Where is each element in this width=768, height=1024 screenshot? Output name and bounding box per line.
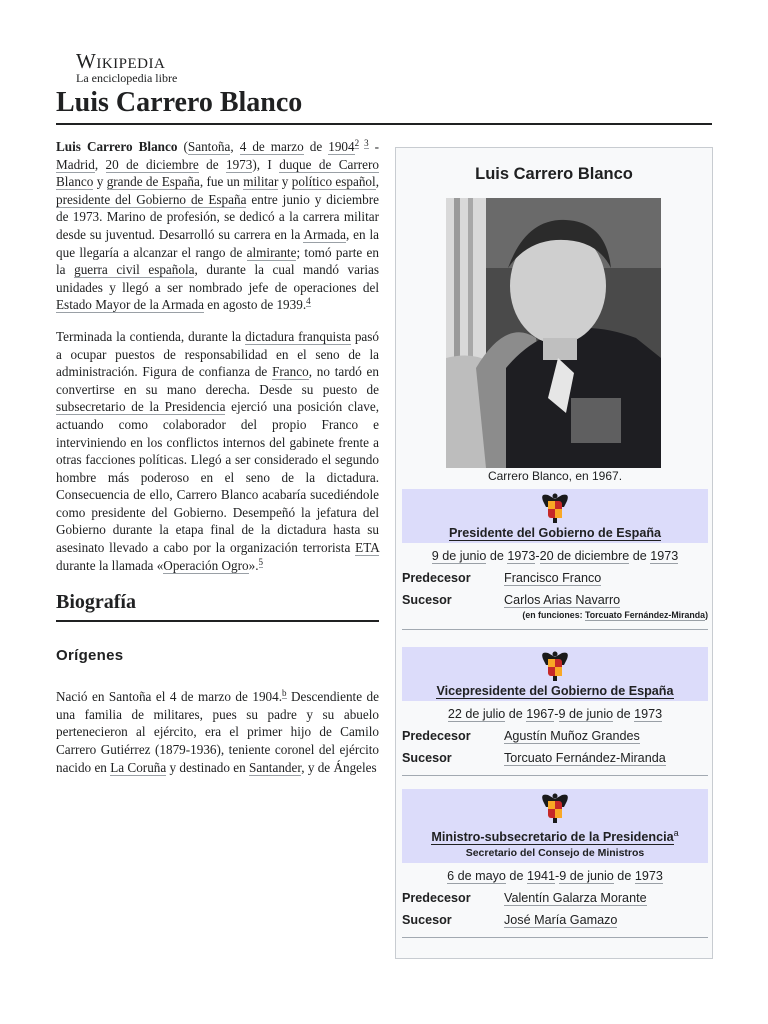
link-end-year[interactable]: 1973: [634, 869, 663, 884]
successor-note: [402, 609, 708, 621]
p2-text-5: durante la llamada «: [56, 557, 164, 573]
office-header: [402, 647, 708, 701]
ref-4[interactable]: 4: [306, 296, 311, 307]
successor-label: Sucesor: [402, 913, 452, 928]
note-prefix: (en funciones:: [522, 610, 583, 620]
office-dates: 22 de julio de 1967-9 de junio de 1973: [447, 707, 663, 721]
title-divider: [56, 123, 712, 125]
office-dates: 6 de mayo de 1941-9 de junio de 1973: [447, 869, 663, 884]
link-la-coruna[interactable]: La Coruña: [110, 759, 167, 775]
link-santander[interactable]: Santander: [249, 759, 302, 775]
successor-row: [402, 911, 708, 929]
link-start-day[interactable]: 6 de mayo: [447, 869, 506, 884]
link-estado-mayor[interactable]: Estado Mayor de la Armada: [56, 297, 204, 313]
section-divider: [402, 775, 708, 776]
link-death-date[interactable]: 20 de diciembre: [105, 156, 199, 172]
link-santona[interactable]: Santoña: [187, 139, 231, 154]
lead-text-4: , durante la cual mandó varias unidades y llegó a ser nombrado jefe de operaciones del: [56, 262, 379, 295]
link-grande[interactable]: grande de España: [106, 174, 200, 190]
office-vicepresident: [402, 647, 708, 776]
p3-text-3: y destinado en: [169, 759, 246, 775]
link-operacion-ogro[interactable]: Operación Ogro: [163, 557, 249, 573]
ref-3[interactable]: 3: [364, 138, 369, 148]
link-militar[interactable]: militar: [243, 174, 279, 190]
office-dates: 9 de junio de 1973-20 de diciembre de 1973: [431, 549, 679, 563]
section-heading-biografia: Biografía: [56, 590, 379, 622]
wikipedia-logo[interactable]: [76, 50, 177, 85]
link-start-day[interactable]: 9 de junio: [431, 549, 487, 563]
note-suffix: ): [705, 610, 708, 620]
predecessor-link[interactable]: Agustín Muñoz Grandes: [504, 729, 640, 743]
successor-link[interactable]: Torcuato Fernández-Miranda: [504, 751, 666, 765]
link-franco[interactable]: Franco: [272, 364, 309, 380]
office-minister: [402, 789, 708, 938]
link-end-year[interactable]: 1973: [634, 707, 663, 721]
link-end-year[interactable]: 1973: [650, 549, 679, 563]
link-birth-year[interactable]: 1904: [328, 139, 355, 154]
predecessor-label: Predecesor: [402, 729, 471, 743]
coat-of-arms-icon: [540, 791, 570, 825]
p3-text-2: Descendiente de una familia de militares, pues su padre y su abuelo pertenecieron al ejército, era el primer hijo de Camilo Carrero Gutiérrez (1879-1936), teniente coronel del ejército nacido en: [56, 689, 380, 775]
p3-text-1: Nació en Santoña el 4 de marzo de 1904.: [56, 689, 283, 705]
predecessor-label: Predecesor: [402, 891, 471, 906]
infobox-title: Luis Carrero Blanco: [475, 165, 633, 183]
lead-text-2: , en la que llegaría a alcanzar el rango de: [56, 226, 379, 260]
second-paragraph: [56, 328, 379, 574]
office-title[interactable]: Presidente del Gobierno de España: [448, 526, 662, 540]
link-start-year[interactable]: 1973: [507, 549, 536, 563]
coat-of-arms-icon: [540, 649, 570, 683]
section-divider: [402, 937, 708, 938]
origenes-paragraph: [56, 688, 379, 776]
office-president: [402, 489, 708, 630]
link-end-day[interactable]: 20 de diciembre: [539, 549, 630, 563]
predecessor-link[interactable]: Francisco Franco: [504, 571, 602, 585]
ref-5[interactable]: 5: [258, 556, 264, 567]
ref-2[interactable]: 2: [354, 138, 360, 148]
logo-subtitle: La enciclopedia libre: [76, 71, 178, 85]
predecessor-link[interactable]: Valentín Galarza Morante: [504, 891, 647, 906]
predecessor-row: [402, 727, 708, 745]
photo-caption: Carrero Blanco, en 1967.: [487, 469, 623, 483]
p2-text-2: pasó a ocupar puestos de responsabilidad en el seno de la administración. Figura de confianza de: [56, 328, 379, 380]
office-subtitle: Secretario del Consejo de Ministros: [465, 847, 645, 860]
successor-row: [402, 749, 708, 767]
link-dictadura[interactable]: dictadura franquista: [245, 328, 351, 344]
predecessor-row: [402, 889, 708, 907]
link-end-day[interactable]: 9 de junio: [559, 869, 614, 884]
section-divider: [402, 629, 708, 630]
office-header: [402, 489, 708, 543]
link-armada[interactable]: Armada: [303, 226, 346, 242]
lead-paragraph: Luis Carrero Blanco (Santoña, 4 de marzo de 1904$^{2 3}$ - Madrid, 20 de diciembre de 1973), I duque de Carrero Blanco y grande de España, fue un militar y político español, presidente del Gobierno de España entre junio y diciembre de 1973. Marino de profesión, se dedicó a la carrera militar desde su juventud. Desarrolló su carrera en la Armada, en la que llegaría a alcanzar el rango de almirante; tomó parte en la guerra civil española, durante la cual mandó varias unidades y llegó a ser nombrado jefe de operaciones del Estado Mayor de la Armada en agosto de 1939.$^4$: [56, 138, 380, 313]
lead-name: Luis Carrero Blanco: [56, 139, 178, 154]
article-body: [56, 138, 379, 790]
p2-text-4: ejerció una posición clave, actuando como colaborador del propio Franco e interviniendo en los conflictos internos del gabinete frente a otras facciones políticas. Llegó a ser considerado el segundo hombre más poderoso en el seno de la dictadura. Consecuencia de ello, Carrero Blanco acabaría sucediéndole como presidente del Gobierno. Desempeñó la jefatura del Gobierno durante la etapa final de la dictadura hasta su asesinato llevado a cabo por la organización terrorista: [56, 399, 380, 556]
link-end-day[interactable]: 9 de junio: [558, 707, 614, 721]
logo-title: Wikipedia: [76, 49, 166, 73]
link-madrid[interactable]: Madrid: [56, 156, 95, 172]
p3-text-4: , y de Ángeles: [301, 759, 377, 775]
note-link[interactable]: Torcuato Fernández-Miranda: [584, 610, 706, 620]
lead-text-3: ; tomó parte en la: [56, 244, 379, 278]
infobox: [395, 147, 713, 959]
p2-text-3: , no tardó en convertirse en su mano derecha. Desde su puesto de: [56, 364, 380, 397]
lead-text-5: en agosto de 1939.: [207, 297, 307, 313]
link-guerra-civil[interactable]: guerra civil española: [74, 262, 195, 278]
office-title[interactable]: Vicepresidente del Gobierno de España: [436, 684, 674, 698]
link-duque[interactable]: duque de Carrero Blanco: [56, 156, 379, 190]
successor-label: Sucesor: [402, 593, 452, 607]
link-death-year[interactable]: 1973: [225, 156, 253, 172]
p2-text-1: Terminada la contienda, durante la: [56, 328, 242, 344]
link-subsecretario[interactable]: subsecretario de la Presidencia: [56, 399, 226, 415]
portrait-photo[interactable]: [446, 198, 661, 468]
predecessor-label: Predecesor: [402, 571, 471, 585]
link-birth-date[interactable]: 4 de marzo: [239, 139, 304, 154]
link-start-year[interactable]: 1941: [526, 869, 555, 884]
section-heading-origenes: Orígenes: [56, 647, 124, 665]
link-start-day[interactable]: 22 de julio: [447, 707, 506, 721]
link-eta[interactable]: ETA: [355, 540, 380, 556]
predecessor-row: [402, 569, 708, 587]
link-start-year[interactable]: 1967: [526, 707, 555, 721]
office-ref-a[interactable]: a: [673, 828, 679, 838]
ref-b[interactable]: b: [282, 688, 287, 699]
p2-text-6: ».: [248, 557, 259, 573]
link-politico[interactable]: político español: [291, 174, 376, 190]
lead-text-1: entre junio y diciembre de 1973. Marino de profesión, se dedicó a la carrera militar desde su juventud. Desarrolló su carrera en la: [56, 191, 379, 242]
office-header: [402, 789, 708, 863]
coat-of-arms-icon: [540, 491, 570, 525]
successor-row: [402, 591, 708, 609]
link-presidente[interactable]: presidente del Gobierno de España: [56, 191, 247, 207]
link-almirante[interactable]: almirante: [246, 244, 297, 260]
successor-label: Sucesor: [402, 751, 452, 765]
office-title[interactable]: Ministro-subsecretario de la Presidencia: [431, 830, 674, 845]
page-title: Luis Carrero Blanco: [56, 87, 303, 118]
successor-link[interactable]: Carlos Arias Navarro: [504, 593, 621, 607]
successor-link[interactable]: José María Gamazo: [504, 913, 618, 928]
